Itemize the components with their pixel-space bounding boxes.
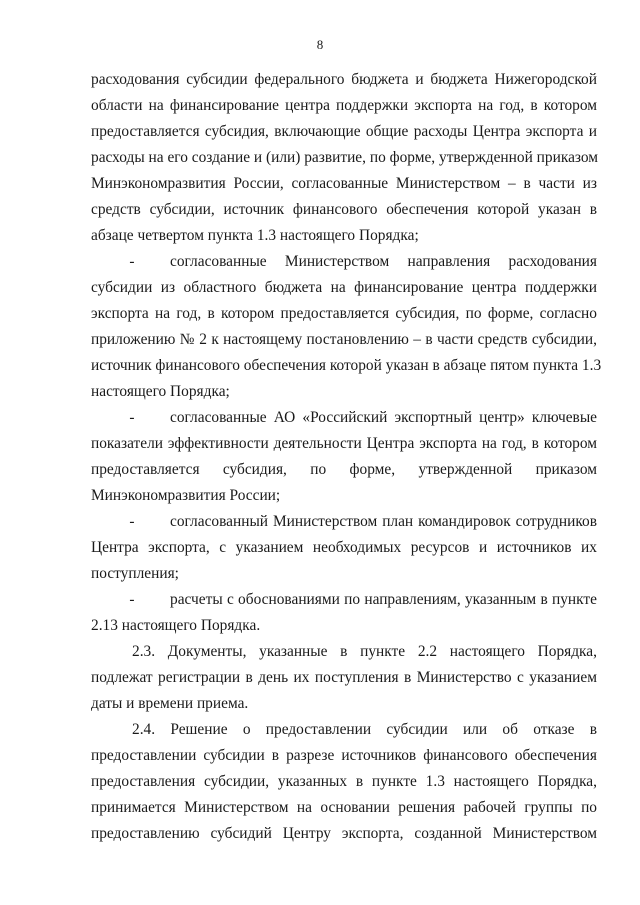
text-line: Минэкономразвития России; xyxy=(91,487,281,504)
text-line: предоставлению субсидий Центру экспорта, созданной Министерством xyxy=(91,825,597,842)
text-line: настоящего Порядка; xyxy=(91,383,230,400)
text-line: источник финансового обеспечения которой указан в абзаце пятом пункта 1.3 xyxy=(91,357,602,374)
bullet-dash: - xyxy=(129,409,135,426)
bullet-dash: - xyxy=(129,591,135,608)
text-line: 2.13 настоящего Порядка. xyxy=(91,617,261,634)
text-line: предоставляется субсидия, по форме, утвержденной приказом xyxy=(91,461,597,478)
bullet-dash: - xyxy=(129,253,135,270)
text-line: согласованные АО «Российский экспортный центр» ключевые xyxy=(170,409,597,426)
text-line: субсидии из областного бюджета на финансирование центра поддержки xyxy=(91,279,597,296)
text-line: области на финансирование центра поддержки экспорта на год, в котором xyxy=(91,97,597,114)
text-line: средств субсидии, источник финансового обеспечения которой указан в xyxy=(91,201,597,218)
text-line: расчеты с обоснованиями по направлениям, указанным в пункте xyxy=(170,591,597,608)
text-line: принимается Министерством на основании решения рабочей группы по xyxy=(91,799,597,816)
page-number: 8 xyxy=(316,37,324,52)
text-line: экспорта на год, в котором предоставляется субсидия, по форме, согласно xyxy=(91,305,597,322)
text-line: абзаце четвертом пункта 1.3 настоящего Порядка; xyxy=(91,227,419,244)
bullet-dash: - xyxy=(129,513,135,530)
text-line: показатели эффективности деятельности Центра экспорта на год, в котором xyxy=(91,435,597,452)
text-line: предоставления субсидии, указанных в пункте 1.3 настоящего Порядка, xyxy=(91,773,597,790)
text-line: 2.3. Документы, указанные в пункте 2.2 настоящего Порядка, xyxy=(132,643,597,660)
text-line: Минэкономразвития России, согласованные Министерством – в части из xyxy=(91,175,597,192)
text-line: приложению № 2 к настоящему постановлению – в части средств субсидии, xyxy=(91,331,597,348)
text-line: Центра экспорта, с указанием необходимых ресурсов и источников их xyxy=(91,539,597,556)
text-line: подлежат регистрации в день их поступления в Министерство с указанием xyxy=(91,669,597,686)
text-line: согласованный Министерством план командировок сотрудников xyxy=(170,513,597,530)
text-line: расходования субсидии федерального бюджета и бюджета Нижегородской xyxy=(91,71,597,88)
text-line: предоставляется субсидия, включающие общие расходы Центра экспорта и xyxy=(91,123,597,140)
text-line: даты и времени приема. xyxy=(91,695,249,712)
text-line: расходы на его создание и (или) развитие, по форме, утвержденной приказом xyxy=(91,149,599,166)
text-line: поступления; xyxy=(91,565,179,582)
text-line: согласованные Министерством направления расходования xyxy=(170,253,597,270)
text-line: 2.4. Решение о предоставлении субсидии или об отказе в xyxy=(132,721,597,738)
text-line: предоставлении субсидии в разрезе источников финансового обеспечения xyxy=(91,747,597,764)
